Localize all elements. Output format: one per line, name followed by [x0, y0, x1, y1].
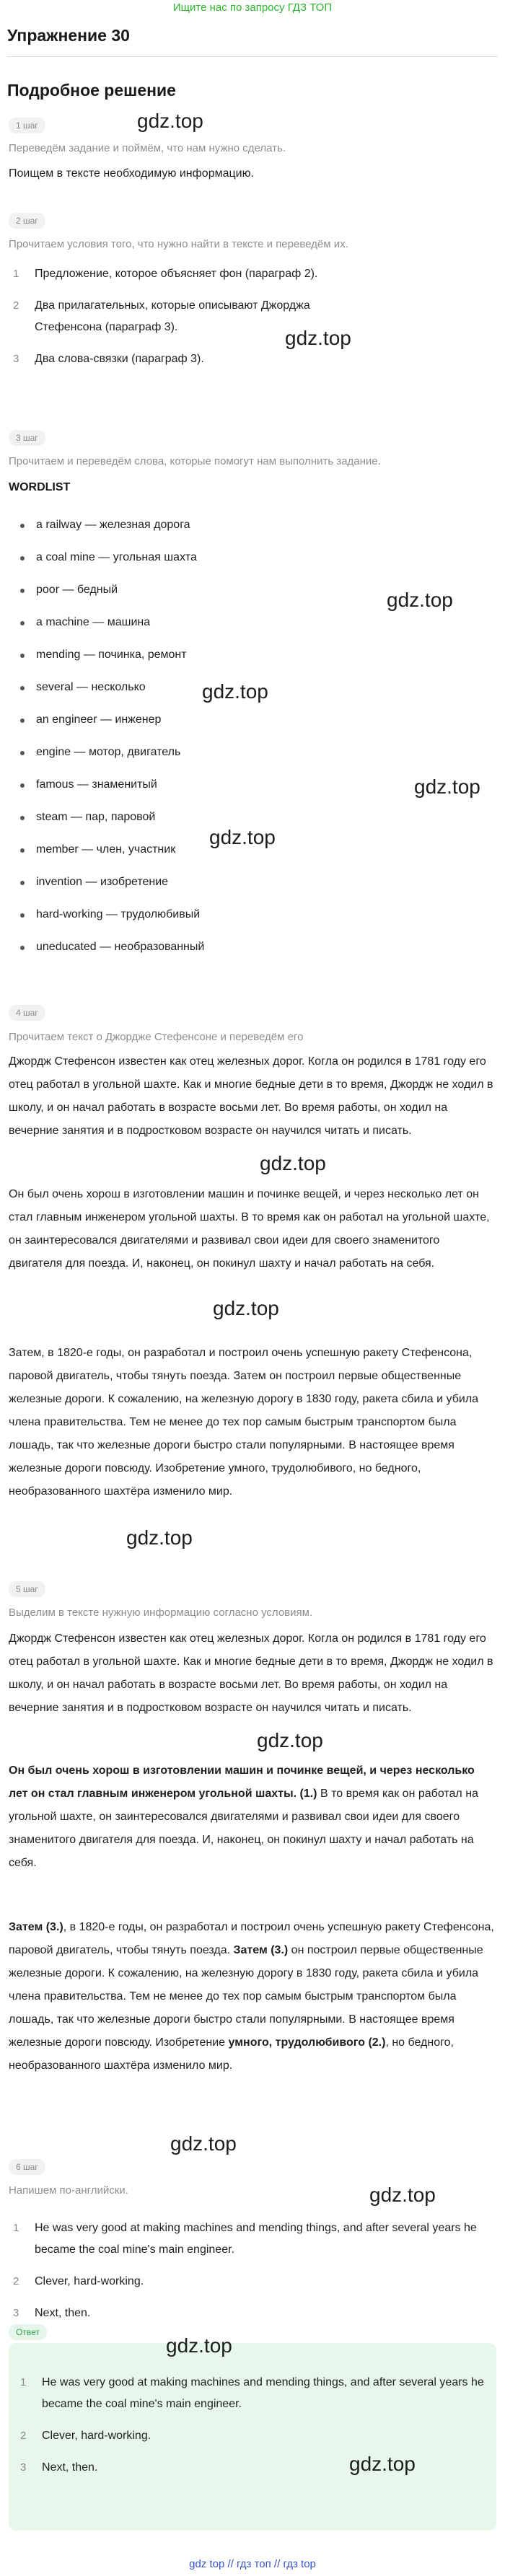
solution-heading: Подробное решение — [7, 81, 176, 100]
list-item: a machine — машина — [9, 615, 485, 647]
watermark: gdz.top — [260, 1152, 326, 1174]
list-item: steam — пар, паровой — [9, 809, 485, 842]
watermark: gdz.top — [257, 1729, 323, 1751]
list-item: invention — изобретение — [9, 874, 485, 907]
list-item: 3 Два слова-связки (параграф 3). — [13, 353, 204, 365]
watermark: gdz.top — [137, 110, 203, 132]
step-5-badge: 5 шаг — [9, 1581, 45, 1597]
highlight-adjectives: умного, трудолюбивого (2.) — [228, 2036, 386, 2049]
page-title: Упражнение 30 — [7, 26, 130, 45]
watermark: gdz.top — [202, 680, 268, 703]
step-2-badge: 2 шаг — [9, 213, 45, 229]
step-4-badge: 4 шаг — [9, 1005, 45, 1021]
list-item: famous — знаменитый — [9, 777, 485, 809]
list-item: 1 He was very good at making machines and mending things, and after several years he became the coal mine's main engineer. — [20, 2376, 484, 2410]
highlight-marker: (1.) — [297, 1788, 317, 1800]
answer-list — [16, 2372, 492, 2489]
list-item: 3 Next, then. — [20, 2461, 98, 2474]
step-5-description: Выделим в тексте нужную информацию согласно условиям. — [9, 1606, 313, 1619]
watermark: gdz.top — [166, 2334, 232, 2357]
highlight-sentence: Он был очень хорош в изготовлении машин и починке вещей, и через несколько лет он стал главным инженером угольной шахты. — [9, 1764, 475, 1800]
wordlist — [9, 517, 485, 972]
list-item: 3 Next, then. — [13, 2307, 91, 2319]
highlight-word: Затем (3.) — [9, 1921, 63, 1933]
step-5-paragraph-1: Джордж Стефенсон известен как отец железных дорог. Когла он родился в 1781 году его отец работал в угольной шахте. Как и многие бедные дети в то время, Джордж не ходил в школу, и он начал работать в возрасте восьми лет. Во время работы, он ходил на вечерние занятия и в подростковом возрасте он научился читать и писать. — [9, 1632, 493, 1714]
watermark: gdz.top — [414, 775, 480, 798]
step-4-paragraph-2: Он был очень хорош в изготовлении машин и починке вещей, и через несколько лет он стал главным инженером угольной шахты. В то время как он работал на угольной шахте, он заинтересовался двигателями и развивал свои идеи для своего знаменитого двигателя для поезда. И, наконец, он покинул шахту и начал работать на себя. — [9, 1188, 490, 1270]
step-4-paragraph-3: Затем, в 1820-е годы, он разработал и построил очень успешную ракету Стефенсона, паровой двигатель, чтобы тянуть поезда. Затем он построил первые общественные железные дороги. К сожалению, на железную дорогу в 1830 году, ракета сбила и убила члена правительства. Тем не менее до тех пор самым быстрым транспортом была лошадь, так что железные дороги быстро стали популярными. В настоящее время железные дороги повсюду. Изобретение умного, трудолюбивого, но бедного, необразованного шахтёра изменило мир. — [9, 1347, 479, 1498]
footer — [0, 2558, 505, 2570]
list-item: member — член, участник — [9, 842, 485, 874]
step-5-paragraph-3: Затем (3.), в 1820-е годы, он разработал и построил очень успешную ракету Стефенсона, паровой двигатель, чтобы тянуть поезда. Затем (3.) он построил первые общественные железные дороги. К сожалению, на железную дорогу в 1830 году, ракета сбила и убила члена правительства. Тем не менее до тех пор самым быстрым транспортом была лошадь, так что железные дороги быстро стали популярными. В настоящее время железные дороги повсюду. Изобретение умного, трудолюбивого (2.), но бедного, необразованного шахтёра изменило мир. — [9, 1921, 494, 2072]
footer-separator: // — [271, 2558, 284, 2570]
list-item: 2 Два прилагательных, которые описывают Джорджа Стефенсона (параграф 3). — [13, 299, 310, 333]
list-item: uneducated — необразованный — [9, 939, 485, 972]
watermark: gdz.top — [213, 1297, 279, 1319]
list-item: several — несколько — [9, 680, 485, 712]
list-item: 2 Clever, hard-working. — [20, 2430, 152, 2442]
highlight-word: Затем (3.) — [233, 1944, 289, 1956]
list-item: a coal mine — угольная шахта — [9, 550, 485, 582]
answer-box — [9, 2343, 496, 2531]
list-item: 1 He was very good at making machines and mending things, and after several years he became the coal mine's main engineer. — [13, 2222, 477, 2256]
footer-link[interactable]: гдз топ — [237, 2558, 271, 2570]
wordlist-heading: WORDLIST — [9, 481, 71, 493]
footer-link[interactable]: gdz top — [189, 2558, 225, 2570]
watermark: gdz.top — [285, 327, 351, 349]
step-6-description: Напишем по-английски. — [9, 2184, 128, 2197]
step-1-badge: 1 шаг — [9, 118, 45, 133]
list-item: poor — бедный — [9, 582, 485, 615]
step-4-paragraph-1: Джордж Стефенсон известен как отец железных дорог. Когла он родился в 1781 году его отец работал в угольной шахте. Как и многие бедные дети в то время, Джордж не ходил в школу, и он начал работать в возрасте восьми лет. Во время работы, он ходил на вечерние занятия и в подростковом возрасте он научился читать и писать. — [9, 1055, 493, 1137]
watermark: gdz.top — [170, 2132, 237, 2155]
list-item: 1 Предложение, которое объясняет фон (параграф 2). — [13, 268, 318, 280]
list-item: hard-working — трудолюбивый — [9, 907, 485, 939]
answer-badge: Ответ — [9, 2324, 47, 2340]
watermark: gdz.top — [369, 2184, 436, 2206]
watermark: gdz.top — [209, 826, 276, 848]
divider — [7, 56, 498, 57]
step-3-badge: 3 шаг — [9, 430, 45, 446]
list-item: 2 Clever, hard-working. — [13, 2275, 144, 2287]
step-3-description: Прочитаем и переведём слова, которые помогут нам выполнить задание. — [9, 455, 381, 467]
step-1-text: Поищем в тексте необходимую информацию. — [9, 167, 255, 180]
top-search-link[interactable]: Ищите нас по запросу ГДЗ ТОП — [172, 1, 333, 14]
list-item: mending — починка, ремонт — [9, 647, 485, 680]
footer-separator: // — [224, 2558, 237, 2570]
step-5-paragraph-2: Он был очень хорош в изготовлении машин и починке вещей, и через несколько лет он стал главным инженером угольной шахты. (1.) В то время как он работал на угольной шахте, он заинтересовался двигателями и развивал свои идеи для своего знаменитого двигателя для поезда. И, наконец, он покинул шахту и начал работать на себя. — [9, 1764, 478, 1869]
step-4-description: Прочитаем текст о Джордже Стефенсоне и переведём его — [9, 1031, 304, 1043]
step-2-description: Прочитаем условия того, что нужно найти в тексте и переведём их. — [9, 238, 348, 250]
watermark: gdz.top — [387, 589, 453, 611]
watermark: gdz.top — [349, 2453, 416, 2475]
footer-link[interactable]: гдз top — [283, 2558, 316, 2570]
watermark: gdz.top — [126, 1526, 193, 1549]
step-6-list — [9, 2217, 485, 2334]
list-item: engine — мотор, двигатель — [9, 744, 485, 777]
list-item: an engineer — инженер — [9, 712, 485, 744]
step-6-badge: 6 шаг — [9, 2159, 45, 2175]
list-item: a railway — железная дорога — [9, 517, 485, 550]
step-1-description: Переведём задание и поймём, что нам нужно сделать. — [9, 142, 286, 154]
step-2-list — [9, 263, 485, 380]
